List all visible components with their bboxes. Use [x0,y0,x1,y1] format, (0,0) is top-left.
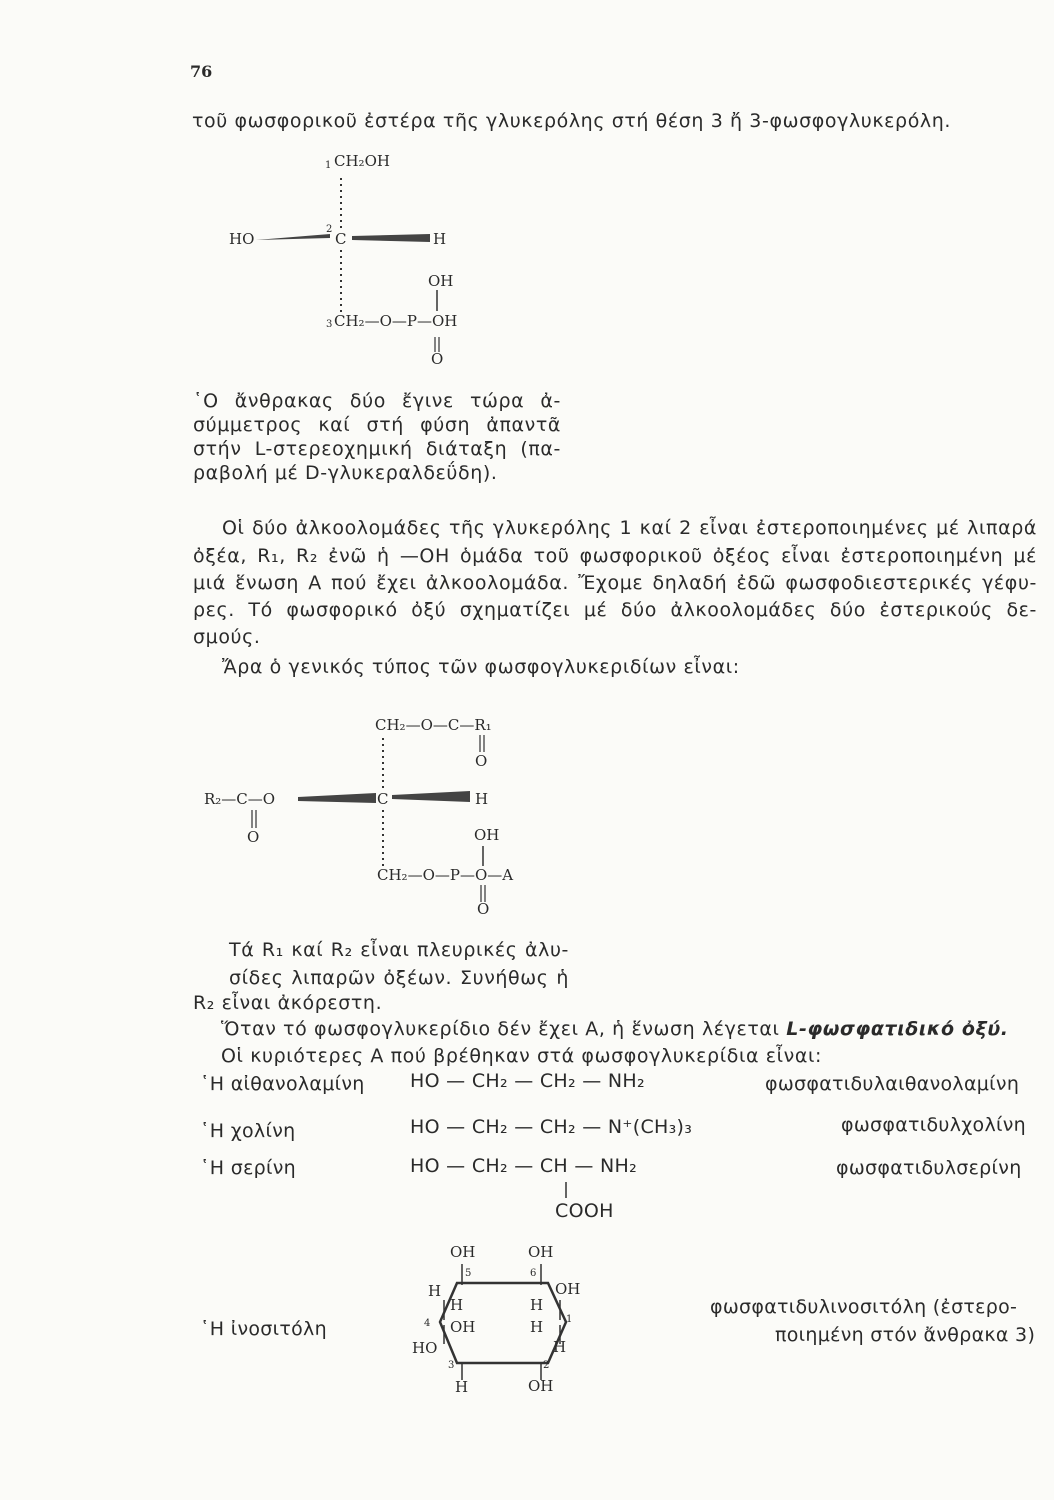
phosphate-oh-top: OH [428,272,454,290]
carbon-number-3: 3 [326,319,333,330]
compound-formula: HO — CH₂ — CH₂ — N⁺(CH₃)₃ [410,1116,693,1138]
inositol-name: ῾Η ἰνοσιτόλη [200,1318,327,1340]
main-a-compounds-line: Οἱ κυριότερες Α πού βρέθηκαν στά φωσφογλυκερίδια εἶναι: [221,1045,823,1067]
general-formula-line: Ἄρα ὁ γενικός τύπος τῶν φωσφογλυκεριδίων εἶναι: [222,656,740,678]
phosphatidic-prefix: Ὅταν τό φωσφογλυκερίδιο δέν ἔχει Α, ἡ ἕνωση λέγεται [221,1018,780,1040]
inositol-oh-4: OH [450,1318,476,1336]
inositol-product: φωσφατιδυλινοσιτόλη (ἐστερο- [710,1296,1018,1318]
inositol-carbon-6: 6 [530,1268,537,1279]
inositol-h-3: H [455,1378,469,1396]
inositol-oh-1: OH [555,1280,581,1298]
inositol-carbon-5: 5 [465,1268,472,1279]
central-carbon: C [335,230,347,248]
compound-formula: HO — CH₂ — CH₂ — NH₂ [410,1070,645,1092]
phosphate-oxygen: O [431,350,444,368]
inositol-oh-2: OH [528,1377,554,1395]
inositol-ho-4: HO [412,1339,438,1357]
inositol-carbon-3: 3 [448,1360,455,1371]
hydrogen: H [433,230,447,248]
inositol-product-cont: ποιημένη στόν ἄνθρακα 3) [775,1324,1036,1346]
ho-group: HO [229,230,255,248]
phosphate-chain: CH₂—O—P—OH [334,312,458,330]
compound-product: φωσφατιδυλαιθανολαμίνη [765,1073,1020,1095]
ch2oh-group: CH₂OH [334,152,390,170]
compound-name: ῾Η σερίνη [200,1157,296,1179]
carbon-number-2: 2 [326,224,333,235]
compound-product: φωσφατιδυλσερίνη [836,1157,1022,1179]
hydrogen: H [475,790,489,808]
compound-name: ῾Η χολίνη [200,1120,296,1142]
paragraph-line: σμούς. [193,626,261,648]
inositol-h-1b: H [553,1338,567,1356]
paragraph-line: Οἱ δύο ἀλκοολομάδες τῆς γλυκερόλης 1 καί 2 εἶναι ἐστεροποιημένες μέ λιπαρά [222,517,1037,539]
note-line: στήν L-στερεοχημική διάταξη (πα- [193,438,561,460]
note-line: Τά R₁ καί R₂ εἶναι πλευρικές ἀλυ- [229,939,569,961]
intro-line: τοῦ φωσφορικοῦ ἐστέρα τῆς γλυκερόλης στή θέση 3 ἤ 3-φωσφογλυκερόλη. [192,110,952,132]
note-line: ραβολή μέ D-γλυκεραλδεΰδη). [193,462,498,484]
carbonyl-oxygen-top: O [475,752,488,770]
central-carbon: C [377,790,389,808]
carbon-number-1: 1 [325,160,332,171]
inositol-carbon-2: 2 [543,1360,550,1371]
compound-product: φωσφατιδυλχολίνη [841,1114,1027,1136]
inositol-h-5: H [428,1282,442,1300]
paragraph-line: ρες. Τό φωσφορικό ὀξύ σχηματίζει μέ δύο ἀλκοολομάδες δύο ἐστερικούς δε- [193,599,1037,621]
inositol-oh-6: OH [528,1243,554,1261]
note-line: ῾Ο ἄνθρακας δύο ἔγινε τώρα ἀ- [193,390,561,412]
ester-chain-top: CH₂—O—C—R₁ [375,716,492,734]
inositol-carbon-1: 1 [566,1314,573,1325]
inositol-h-5b: H [450,1296,464,1314]
ester-chain-left: R₂—C—O [204,790,276,808]
compound-name: ῾Η αἰθανολαμίνη [200,1073,365,1095]
paragraph-line: μιά ἕνωση Α πού ἔχει ἀλκοολομάδα. Ἔχομε δηλαδή ἐδῶ φωσφοδιεστερικές γέφυ- [193,572,1037,594]
page-number: 76 [190,62,213,81]
note-line: σύμμετρος καί στή φύση ἀπαντᾶ [193,414,561,436]
phosphate-chain: CH₂—O—P—O—A [377,866,514,884]
note-line: σίδες λιπαρῶν ὀξέων. Συνήθως ἡ [229,967,569,989]
compound-formula: HO — CH₂ — CH — NH₂ [410,1155,638,1177]
phosphatidic-acid-term: L-φωσφατιδικό ὀξύ. [786,1018,1009,1040]
inositol-h-1: H [530,1318,544,1336]
inositol-oh-5: OH [450,1243,476,1261]
phosphate-oh: OH [474,826,500,844]
carbonyl-oxygen-left: O [247,828,260,846]
inositol-h-6: H [530,1296,544,1314]
phosphate-oxygen: O [477,900,490,918]
note-line: R₂ εἶναι ἀκόρεστη. [193,992,383,1014]
inositol-carbon-4: 4 [424,1318,431,1329]
paragraph-line: ὀξέα, R₁, R₂ ἐνῶ ἡ —ΟΗ ὁμάδα τοῦ φωσφορικοῦ ὀξέος εἶναι ἐστεροποιημένη μέ [193,545,1037,567]
serine-cooh: COOH [555,1200,614,1222]
